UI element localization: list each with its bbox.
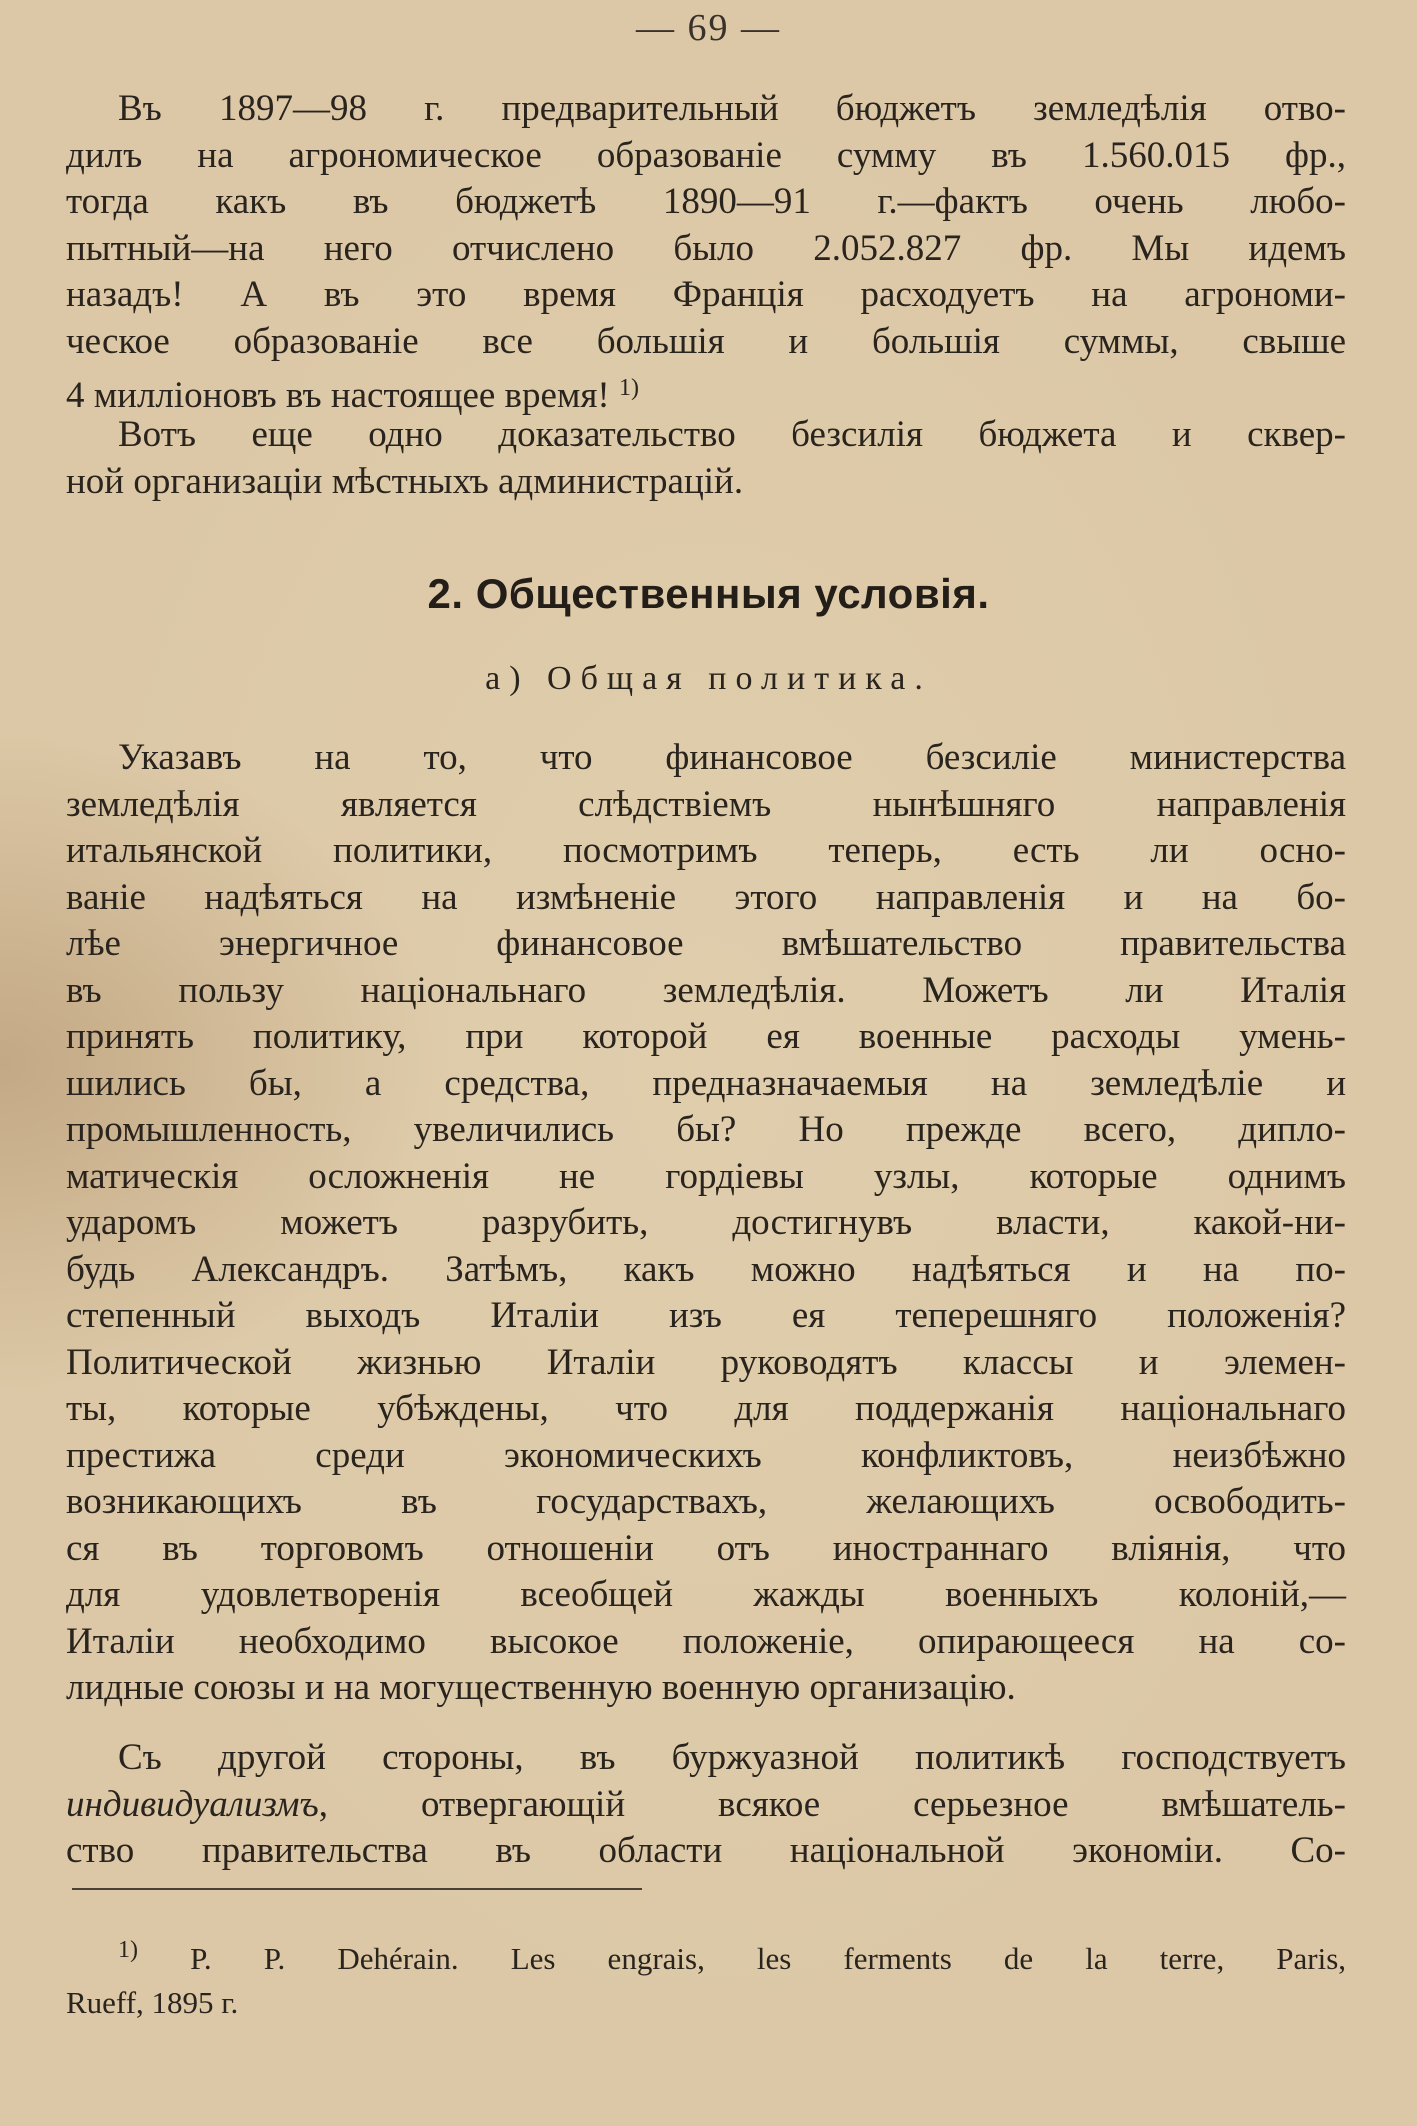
text-line: ты, которые убѣждены, что для поддержанія національнаго: [66, 1388, 1346, 1429]
text-line: ся въ торговомъ отношеніи отъ иностраннаго вліянія, что: [66, 1527, 1346, 1569]
text-line: Съ другой стороны, въ буржуазной политикѣ господствуетъ: [118, 1737, 1346, 1778]
text-line: матическія осложненія не гордіевы узлы, которые однимъ: [66, 1155, 1346, 1197]
text-line: ной организаціи мѣстныхъ администрацій.: [66, 460, 744, 502]
text-line: ваніе надѣяться на измѣненіе этого направленія и на бо-: [66, 876, 1346, 918]
text-line: Италіи необходимо высокое положеніе, опирающееся на со-: [66, 1620, 1346, 1662]
text-line: [66, 1782, 1346, 1829]
text-line: Указавъ на то, что финансовое безсиліе министерства: [118, 737, 1346, 778]
text-line: пытный—на него отчислено было 2.052.827 фр. Мы идемъ: [66, 227, 1346, 269]
paragraph-agronomic-budget: [66, 86, 1346, 420]
text-line: земледѣлія является слѣдствіемъ нынѣшняго направленія: [66, 783, 1346, 825]
text-line: ство правительства въ области національной экономіи. Со-: [66, 1830, 1346, 1871]
footnote-reference: 1): [618, 375, 639, 401]
text-line: тогда какъ въ бюджетѣ 1890—91 г.—фактъ очень любо-: [66, 181, 1346, 222]
section-heading: 2. Общественныя условія.: [427, 570, 990, 617]
footnote-marker: 1): [118, 1937, 138, 1963]
text-line: въ пользу національнаго земледѣлія. Можетъ ли Италія: [66, 969, 1346, 1011]
text-line: ударомъ можетъ разрубить, достигнувъ власти, какой-ни-: [66, 1202, 1346, 1243]
italic-term: индивидуализмъ: [66, 1783, 319, 1825]
paragraph-general-politics: [66, 735, 1346, 1712]
paragraph-bourgeois-politics: [66, 1735, 1346, 1875]
text-line: принять политику, при которой ея военные расходы умень-: [66, 1016, 1346, 1057]
text-line: престижа среди экономическихъ конфликтовъ, неизбѣжно: [66, 1434, 1346, 1476]
text-line: промышленность, увеличились бы? Но прежде всего, дипло-: [66, 1109, 1346, 1150]
page-number: — 69 —: [636, 7, 781, 49]
text-line: степенный выходъ Италіи изъ ея теперешняго положенія?: [66, 1295, 1346, 1336]
text-line: Въ 1897—98 г. предварительный бюджетъ земледѣлія отво-: [118, 88, 1346, 129]
text-line: ческое образованіе все большія и большія суммы, свыше: [66, 320, 1346, 362]
text-line: лидные союзы и на могущественную военную организацію.: [66, 1667, 1016, 1708]
text-line: будь Александръ. Затѣмъ, какъ можно надѣяться и на по-: [66, 1248, 1346, 1290]
paragraph-budget-weakness: [66, 412, 1346, 505]
text-line-content: 4 милліоновъ въ настоящее время!: [66, 375, 610, 416]
footnote-divider: [72, 1888, 642, 1890]
text-line: возникающихъ въ государствахъ, желающихъ освободить-: [66, 1481, 1346, 1522]
subsection-heading: а) Общая политика.: [485, 660, 932, 697]
text-line: Политической жизнью Италіи руководятъ классы и элемен-: [66, 1341, 1346, 1383]
footnote: [66, 1928, 1346, 2025]
text-line-content: , отвергающій всякое серьезное вмѣшатель-: [318, 1783, 1346, 1825]
footnote-line: [66, 1928, 1346, 1981]
text-line: Вотъ еще одно доказательство безсилія бюджета и сквер-: [118, 414, 1346, 455]
footnote-line: Rueff, 1895 г.: [66, 1985, 239, 2020]
text-line: дилъ на агрономическое образованіе сумму въ 1.560.015 фр.,: [66, 134, 1346, 176]
text-line: назадъ! А въ это время Франція расходуетъ на агрономи-: [66, 274, 1346, 315]
footnote-text: P. P. Dehérain. Les engrais, les ferments de la terre, Paris,: [190, 1941, 1347, 1976]
text-line: лѣе энергичное финансовое вмѣшательство правительства: [66, 923, 1346, 964]
text-line: для удовлетворенія всеобщей жажды военныхъ колоній,—: [66, 1574, 1346, 1615]
text-line: итальянской политики, посмотримъ теперь, есть ли осно-: [66, 830, 1346, 871]
text-line: шились бы, а средства, предназначаемыя на земледѣліе и: [66, 1062, 1346, 1104]
